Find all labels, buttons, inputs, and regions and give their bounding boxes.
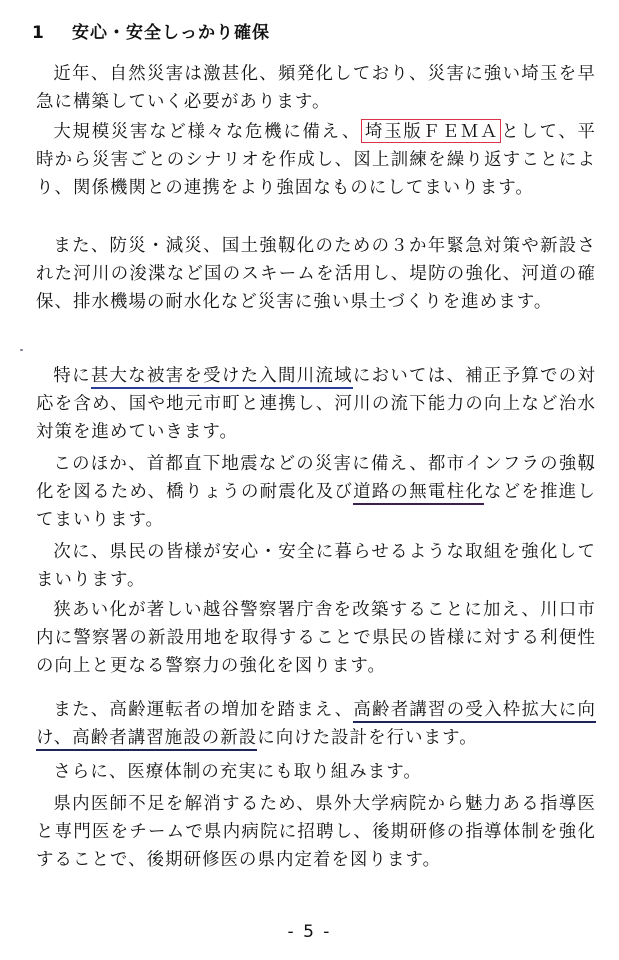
paragraph-2 — [36, 118, 596, 202]
paragraph-4-text-before: 特に — [53, 366, 91, 386]
underline-iruma-river-basin: 甚大な被害を受けた入間川流域 — [91, 366, 353, 389]
section-heading — [32, 18, 270, 43]
section-number: 1 — [32, 23, 45, 43]
paragraph-2-text-before: 大規模災害など様々な危機に備え、 — [53, 122, 362, 142]
paragraph-1: 近年、自然災害は激甚化、頻発化しており、災害に強い埼玉を早急に構築していく必要があります。 — [36, 64, 596, 112]
paragraph-5-text-before: このほか、首都直下地震などの災害に備え、都市インフラの強靱化を図るため、橋りょうの耐震化及び — [36, 454, 596, 502]
paragraph-5 — [36, 450, 596, 534]
paragraph-6: 次に、県民の皆様が安心・安全に暮らせるような取組を強化してまいります。 — [36, 542, 596, 590]
highlight-box-saitama-fema: 埼玉版ＦＥＭＡ — [361, 119, 501, 143]
paragraph-4-text-after: においては、補正予算での対応を含め、国や地元市町と連携し、河川の流下能力の向上など治水対策を進めていきます。 — [36, 366, 596, 442]
paragraph-9: さらに、医療体制の充実にも取り組みます。 — [53, 762, 422, 782]
pen-mark — [20, 349, 23, 351]
underline-elderly-course-facility: 高齢者講習の受入枠拡大に向け、高齢者講習施設の新設 — [36, 700, 596, 751]
section-title: 安心・安全しっかり確保 — [72, 23, 270, 43]
paragraph-3: また、防災・減災、国土強靱化のための３か年緊急対策や新設された河川の浚渫など国のスキームを活用し、堤防の強化、河道の確保、排水機場の耐水化など災害に強い県土づくりを進めます。 — [36, 236, 596, 312]
paragraph-10: 県内医師不足を解消するため、県外大学病院から魅力ある指導医と専門医をチームで県内病院に招聘し、後期研修の指導体制を強化することで、後期研修医の県内定着を図ります。 — [36, 794, 596, 870]
paragraph-8-text-after: に向けた設計を行います。 — [257, 728, 478, 748]
paragraph-8-text-before: また、高齢運転者の増加を踏まえ、 — [53, 700, 354, 720]
paragraph-8 — [36, 696, 596, 752]
paragraph-5-text-after: などを推進してまいります。 — [36, 482, 596, 530]
paragraph-2-text-after: として、平時から災害ごとのシナリオを作成し、図上訓練を繰り返すことにより、関係機関との連携をより強固なものにしてまいります。 — [36, 122, 596, 198]
page-number: - 5 - — [287, 922, 332, 942]
paragraph-4 — [36, 362, 596, 446]
paragraph-7: 狭あい化が著しい越谷警察署庁舎を改築することに加え、川口市内に警察署の新設用地を取得することで県民の皆様に対する利便性の向上と更なる警察力の強化を図ります。 — [36, 600, 596, 676]
underline-road-pole-removal: 道路の無電柱化 — [353, 482, 484, 505]
